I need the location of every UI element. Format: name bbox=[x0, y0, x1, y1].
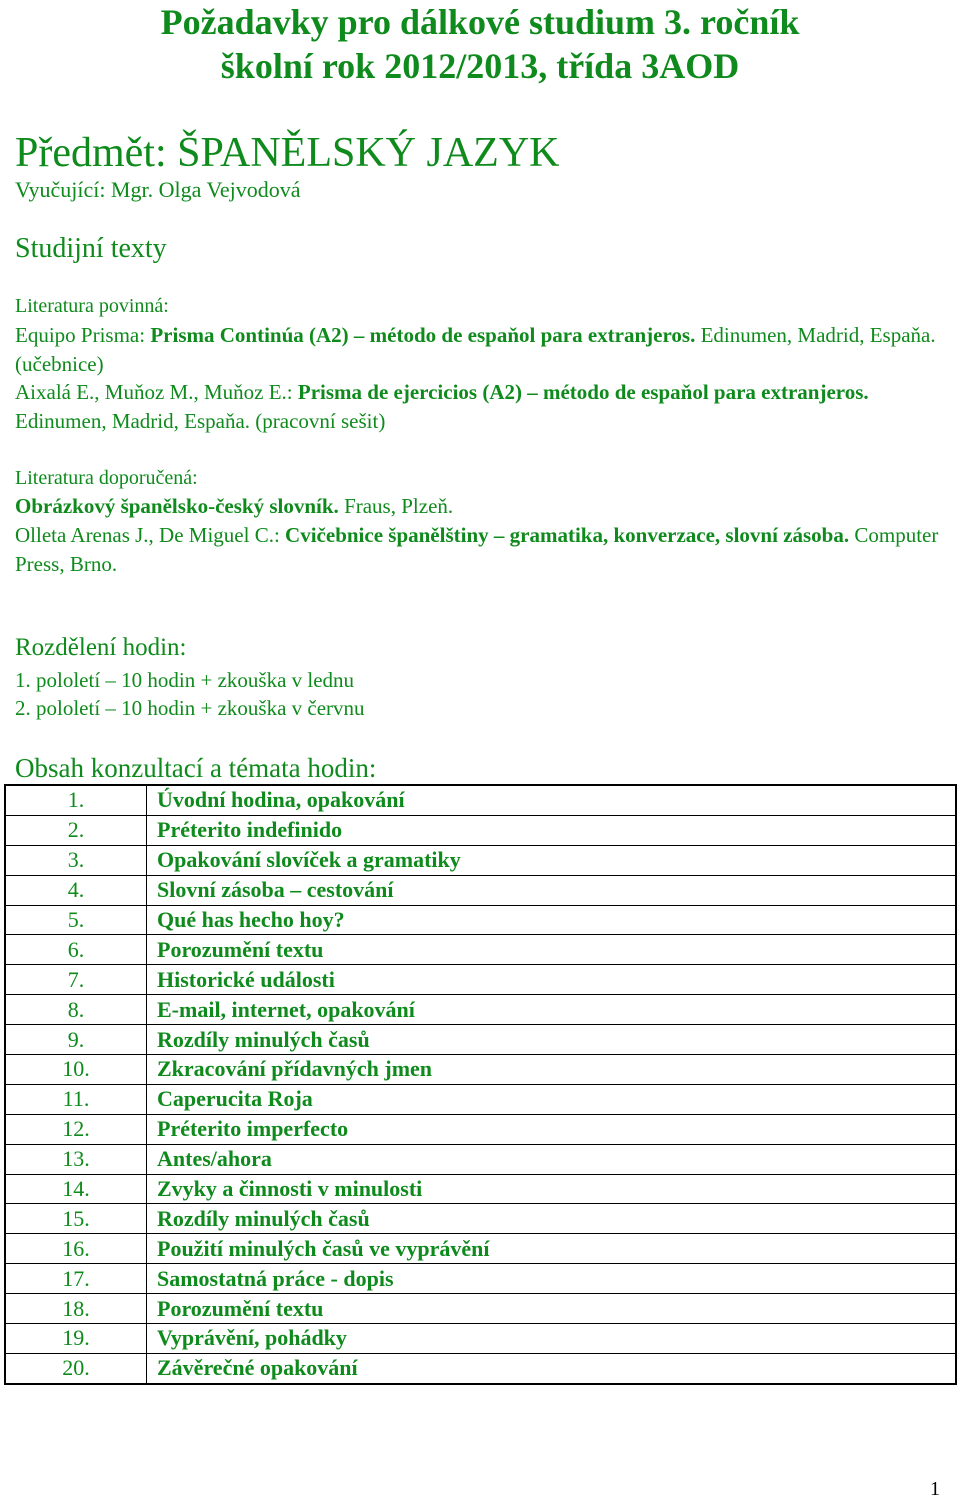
table-row bbox=[5, 1114, 956, 1144]
topic-name: Préterito imperfecto bbox=[147, 1114, 957, 1144]
topic-name: Opakování slovíček a gramatiky bbox=[147, 845, 957, 875]
topic-name: Závěrečné opakování bbox=[147, 1353, 957, 1383]
topic-name: Zvyky a činnosti v minulosti bbox=[147, 1174, 957, 1204]
entry-title: Prisma de ejercicios (A2) – método de espaňol para extranjeros. bbox=[297, 380, 869, 404]
topics-table-body bbox=[5, 785, 956, 1384]
topic-name: Samostatná práce - dopis bbox=[147, 1264, 957, 1294]
topic-number: 2. bbox=[5, 815, 147, 845]
table-row bbox=[5, 965, 956, 995]
table-row bbox=[5, 905, 956, 935]
table-row bbox=[5, 1234, 956, 1264]
table-row bbox=[5, 1264, 956, 1294]
topic-number: 17. bbox=[5, 1264, 147, 1294]
entry-publisher: Edinumen, Madrid, Espaňa. (učebnice) bbox=[15, 323, 936, 376]
topic-name: Úvodní hodina, opakování bbox=[147, 785, 957, 815]
topic-number: 19. bbox=[5, 1324, 147, 1354]
entry-authors: Aixalá E., Muňoz M., Muňoz E.: bbox=[15, 380, 298, 404]
recommended-literature-entry-1 bbox=[15, 492, 945, 521]
topic-number: 9. bbox=[5, 1025, 147, 1055]
table-row bbox=[5, 1055, 956, 1085]
table-row bbox=[5, 875, 956, 905]
hours-heading: Rozdělení hodin: bbox=[15, 634, 187, 661]
table-row bbox=[5, 845, 956, 875]
topic-name: Antes/ahora bbox=[147, 1144, 957, 1174]
topic-name: Porozumění textu bbox=[147, 935, 957, 965]
topic-number: 1. bbox=[5, 785, 147, 815]
page-number: 1 bbox=[930, 1478, 940, 1500]
topic-name: Historické události bbox=[147, 965, 957, 995]
recommended-literature-entry-2 bbox=[15, 521, 945, 578]
entry-publisher: Computer Press, Brno. bbox=[15, 523, 939, 576]
topic-number: 16. bbox=[5, 1234, 147, 1264]
entry-title: Cvičebnice španělštiny – gramatika, konverzace, slovní zásoba. bbox=[285, 523, 850, 547]
topic-number: 10. bbox=[5, 1055, 147, 1085]
table-row bbox=[5, 1324, 956, 1354]
study-texts-heading: Studijní texty bbox=[15, 233, 167, 264]
topic-number: 15. bbox=[5, 1204, 147, 1234]
topic-name: Vyprávění, pohádky bbox=[147, 1324, 957, 1354]
hours-line-2: 2. pololetí – 10 hodin + zkouška v červnu bbox=[15, 696, 365, 720]
topic-number: 11. bbox=[5, 1084, 147, 1114]
table-row bbox=[5, 1084, 956, 1114]
topic-number: 14. bbox=[5, 1174, 147, 1204]
document-title-line2: školní rok 2012/2013, třída 3AOD bbox=[220, 46, 740, 86]
subject-title: Předmět: ŠPANĚLSKÝ JAZYK bbox=[15, 130, 560, 176]
table-row bbox=[5, 1025, 956, 1055]
table-row bbox=[5, 1353, 956, 1383]
teacher-line: Vyučující: Mgr. Olga Vejvodová bbox=[15, 177, 301, 202]
entry-authors: Equipo Prisma: bbox=[15, 323, 151, 347]
table-row bbox=[5, 1174, 956, 1204]
topic-name: Porozumění textu bbox=[147, 1294, 957, 1324]
topic-number: 3. bbox=[5, 845, 147, 875]
topic-number: 7. bbox=[5, 965, 147, 995]
entry-title: Obrázkový španělsko-český slovník. bbox=[15, 494, 339, 518]
table-row bbox=[5, 815, 956, 845]
mandatory-literature-entry-1 bbox=[15, 321, 945, 378]
topic-name: Rozdíly minulých časů bbox=[147, 1025, 957, 1055]
entry-publisher: Fraus, Plzeň. bbox=[338, 494, 454, 518]
topic-number: 18. bbox=[5, 1294, 147, 1324]
topic-name: Caperucita Roja bbox=[147, 1084, 957, 1114]
topic-number: 5. bbox=[5, 905, 147, 935]
entry-authors: Olleta Arenas J., De Miguel C.: bbox=[15, 523, 286, 547]
hours-line-1: 1. pololetí – 10 hodin + zkouška v lednu bbox=[15, 668, 355, 692]
topic-name: Zkracování přídavných jmen bbox=[147, 1055, 957, 1085]
table-row bbox=[5, 785, 956, 815]
topic-name: Slovní zásoba – cestování bbox=[147, 875, 957, 905]
topic-number: 4. bbox=[5, 875, 147, 905]
table-row bbox=[5, 1294, 956, 1324]
topic-number: 13. bbox=[5, 1144, 147, 1174]
topic-name: Rozdíly minulých časů bbox=[147, 1204, 957, 1234]
topic-name: Préterito indefinido bbox=[147, 815, 957, 845]
mandatory-literature-label: Literatura povinná: bbox=[15, 295, 169, 317]
topic-name: E-mail, internet, opakování bbox=[147, 995, 957, 1025]
mandatory-literature-entry-2 bbox=[15, 378, 945, 435]
table-row bbox=[5, 1144, 956, 1174]
topic-number: 8. bbox=[5, 995, 147, 1025]
entry-publisher: Edinumen, Madrid, Espaňa. (pracovní sešit) bbox=[15, 408, 386, 433]
topic-number: 20. bbox=[5, 1353, 147, 1383]
topic-name: Použití minulých časů ve vyprávění bbox=[147, 1234, 957, 1264]
topic-number: 6. bbox=[5, 935, 147, 965]
entry-title: Prisma Continúa (A2) – método de espaňol para extranjeros. bbox=[150, 323, 696, 347]
topic-number: 12. bbox=[5, 1114, 147, 1144]
table-row bbox=[5, 995, 956, 1025]
table-row bbox=[5, 1204, 956, 1234]
recommended-literature-label: Literatura doporučená: bbox=[15, 467, 198, 489]
document-title-line1: Požadavky pro dálkové studium 3. ročník bbox=[160, 2, 800, 42]
topic-name: Qué has hecho hoy? bbox=[147, 905, 957, 935]
topics-table bbox=[4, 784, 957, 1385]
content-heading: Obsah konzultací a témata hodin: bbox=[15, 753, 377, 783]
table-row bbox=[5, 935, 956, 965]
